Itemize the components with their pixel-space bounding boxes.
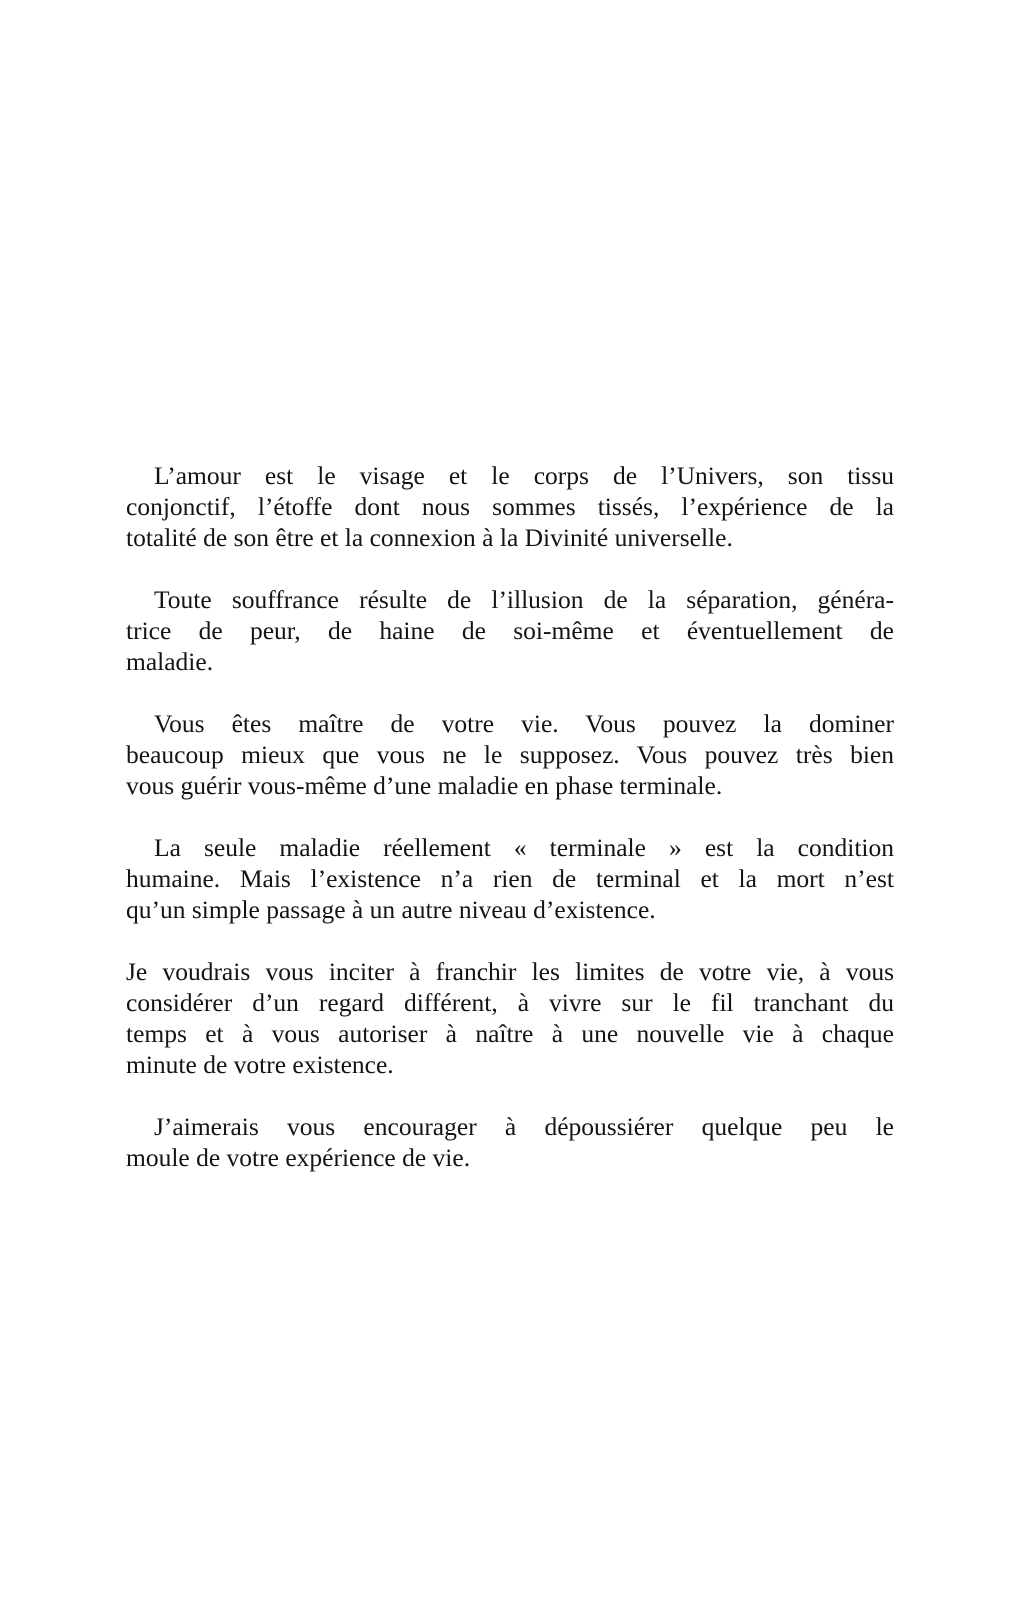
text-line: trice de peur, de haine de soi-même et éventuellement de	[126, 616, 894, 645]
text-line: totalité de son être et la connexion à la Divinité universelle.	[126, 523, 733, 552]
text-line: moule de votre expérience de vie.	[126, 1143, 471, 1172]
text-line: Vous êtes maître de votre vie. Vous pouvez la dominer	[154, 709, 894, 738]
text-line: Toute souffrance résulte de l’illusion de la séparation, généra-	[154, 585, 894, 614]
text-line: L’amour est le visage et le corps de l’Univers, son tissu	[154, 461, 894, 490]
paragraph-5	[126, 956, 894, 1080]
text-line: vous guérir vous-même d’une maladie en phase terminale.	[126, 771, 723, 800]
paragraph-3	[126, 708, 894, 801]
paragraph-2	[126, 584, 894, 677]
text-line: temps et à vous autoriser à naître à une nouvelle vie à chaque	[126, 1019, 894, 1048]
text-line: minute de votre existence.	[126, 1050, 394, 1079]
text-line: considérer d’un regard différent, à vivre sur le fil tranchant du	[126, 988, 894, 1017]
text-line: conjonctif, l’étoffe dont nous sommes tissés, l’expérience de la	[126, 492, 894, 521]
paragraph-6	[126, 1111, 894, 1173]
text-line: humaine. Mais l’existence n’a rien de terminal et la mort n’est	[126, 864, 894, 893]
paragraph-1	[126, 460, 894, 553]
text-line: J’aimerais vous encourager à dépoussiérer quelque peu le	[154, 1112, 894, 1141]
text-line: maladie.	[126, 647, 214, 676]
text-line: La seule maladie réellement « terminale » est la condition	[154, 833, 894, 862]
text-line: qu’un simple passage à un autre niveau d’existence.	[126, 895, 656, 924]
text-line: Je voudrais vous inciter à franchir les limites de votre vie, à vous	[126, 957, 894, 986]
text-line: beaucoup mieux que vous ne le supposez. Vous pouvez très bien	[126, 740, 894, 769]
paragraph-4	[126, 832, 894, 925]
body-text	[126, 460, 894, 1204]
